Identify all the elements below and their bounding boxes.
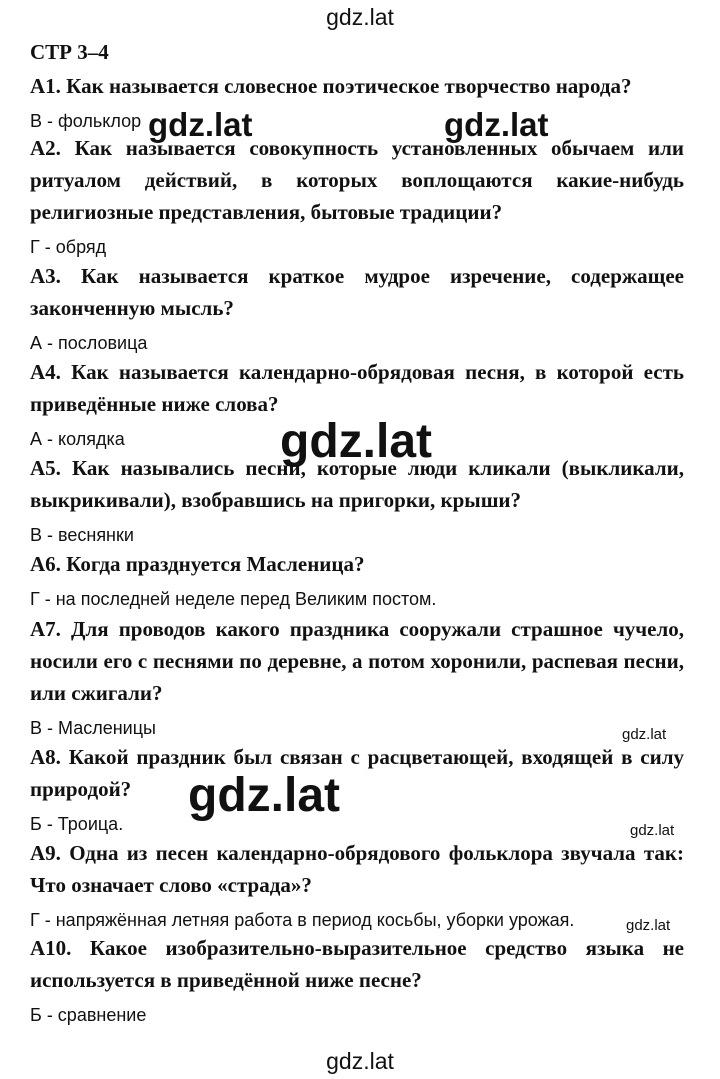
question-text: А7. Для проводов какого праздника сооружали страшное чучело, носили его с песнями по деревне, а потом хоронили, распевая песни, или сжигали? bbox=[30, 617, 684, 705]
question-text: А2. Как называется совокупность установленных обычаем или ритуалом действий, в которых воплощаются какие-нибудь религиозные представления, бытовые традиции? bbox=[30, 136, 684, 224]
question-text: А3. Как называется краткое мудрое изречение, содержащее законченную мысль? bbox=[30, 264, 684, 320]
qa-item-3 bbox=[30, 260, 684, 356]
answer-text: В - веснянки bbox=[30, 525, 134, 545]
watermark-large: gdz.lat bbox=[444, 106, 549, 143]
qa-item-2 bbox=[30, 132, 684, 260]
watermark-bottom: gdz.lat bbox=[326, 1048, 394, 1074]
page-heading: СТР 3–4 bbox=[30, 40, 109, 64]
answer-text: В - Масленицы bbox=[30, 718, 156, 738]
answer-text: Г - обряд bbox=[30, 237, 107, 257]
watermark-large: gdz.lat bbox=[148, 106, 253, 143]
qa-item-9 bbox=[30, 837, 684, 933]
answer-text: Г - на последней неделе перед Великим постом. bbox=[30, 589, 437, 609]
qa-item-7 bbox=[30, 613, 684, 741]
watermark-top: gdz.lat bbox=[326, 4, 394, 30]
watermark-small: gdz.lat bbox=[626, 917, 671, 934]
answer-text: А - колядка bbox=[30, 429, 125, 449]
answer-text: В - фольклор bbox=[30, 111, 142, 131]
question-text: А10. Какое изобразительно-выразительное средство языка не используется в приведённой ниже песне? bbox=[30, 936, 684, 992]
watermark-large: gdz.lat bbox=[280, 415, 432, 468]
qa-item-10 bbox=[30, 932, 684, 1028]
watermark-small: gdz.lat bbox=[622, 726, 667, 743]
watermark-small: gdz.lat bbox=[630, 822, 675, 839]
question-text: А1. Как называется словесное поэтическое творчество народа? bbox=[30, 74, 632, 98]
answer-text: Г - напряжённая летняя работа в период косьбы, уборки урожая. bbox=[30, 910, 575, 930]
qa-item-8 bbox=[30, 741, 684, 837]
question-text: А4. Как называется календарно-обрядовая песня, в которой есть приведённые ниже слова? bbox=[30, 360, 684, 416]
question-text: А9. Одна из песен календарно-обрядового фольклора звучала так: Что означает слово «страда»? bbox=[30, 841, 684, 897]
qa-item-1 bbox=[30, 70, 684, 134]
question-text: А5. Как назывались песни, которые люди кликали (выкликали, выкрикивали), взобравшись на пригорки, крыши? bbox=[30, 456, 684, 512]
question-text: А6. Когда празднуется Масленица? bbox=[30, 552, 365, 576]
qa-item-6 bbox=[30, 548, 684, 612]
answer-text: Б - Троица. bbox=[30, 814, 124, 834]
answer-text: Б - сравнение bbox=[30, 1005, 147, 1025]
question-text: А8. Какой праздник был связан с расцветающей, входящей в силу природой? bbox=[30, 745, 684, 801]
watermark-large: gdz.lat bbox=[188, 769, 340, 822]
answer-text: А - пословица bbox=[30, 333, 148, 353]
